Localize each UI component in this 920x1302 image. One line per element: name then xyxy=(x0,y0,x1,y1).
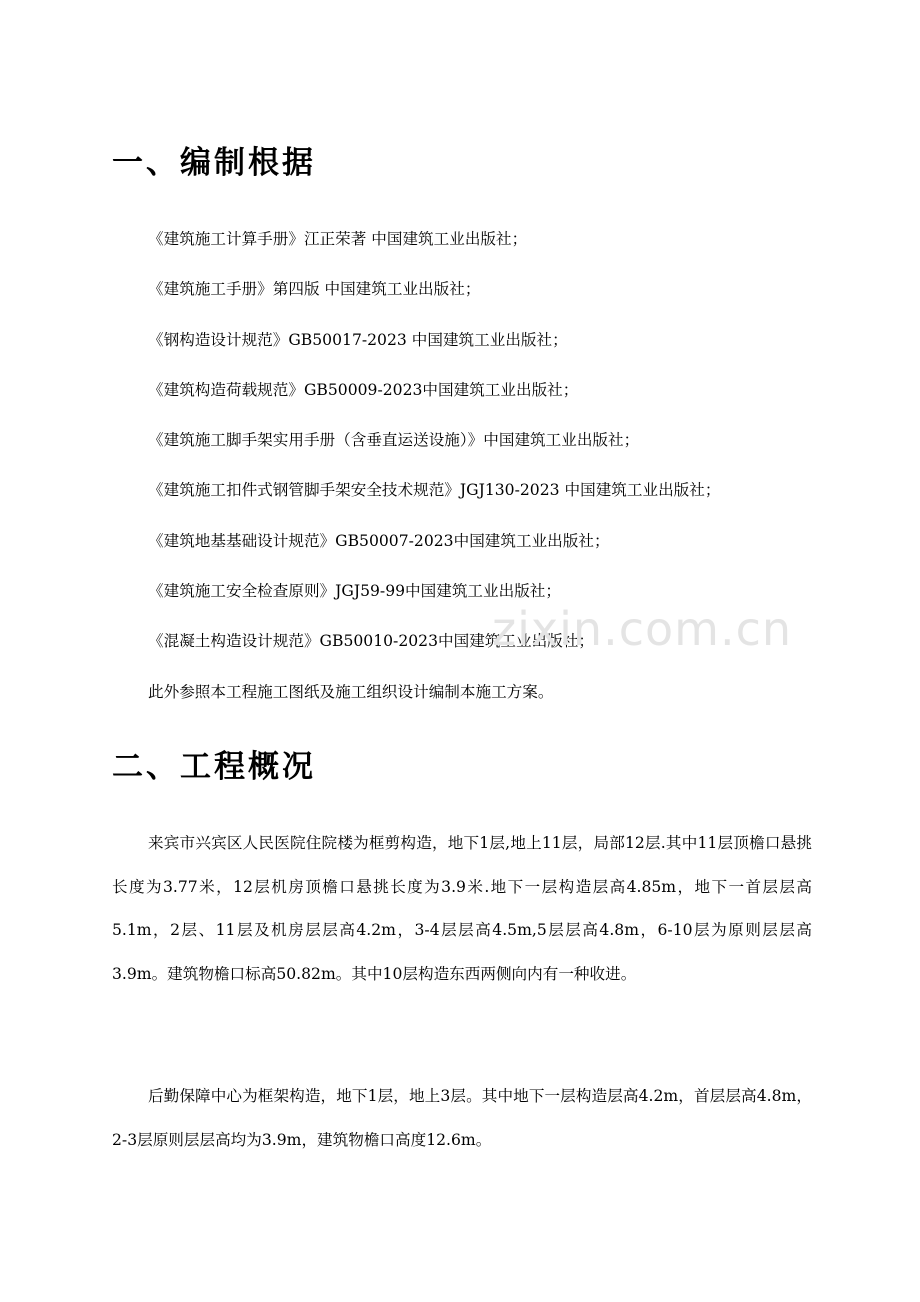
section-heading-overview: 二、工程概况 xyxy=(112,749,316,785)
reference-note: 此外参照本工程施工图纸及施工组织设计编制本施工方案。 xyxy=(148,682,554,701)
watermark: zixin.com.cn xyxy=(492,602,793,656)
overview-paragraph-logistics: 后勤保障中心为框架构造，地下1层，地上3层。其中地下一层构造层高4.2m，首层层高4.8m，2-3层原则层层高均为3.9m，建筑物檐口高度12.6m。 xyxy=(112,1087,812,1149)
reference-item: 《建筑施工安全检查原则》JGJ59-99中国建筑工业出版社； xyxy=(148,582,561,601)
reference-item: 《建筑施工计算手册》江正荣著 中国建筑工业出版社； xyxy=(148,230,528,248)
reference-item: 《混凝土构造设计规范》GB50010-2023中国建筑工业出版社； xyxy=(148,632,594,651)
overview-paragraph-hospital: 来宾市兴宾区人民医院住院楼为框剪构造，地下1层,地上11层，局部12层.其中11层顶檐口悬挑长度为3.77米，12层机房顶檐口悬挑长度为3.9米.地下一层构造层高4.85m，地下一首层层高5.1m，2层、11层及机房层层高4.2m，3-4层层高4.5m,5层层高4.8m，6-10层为原则层层高3.9m。建筑物檐口标高50.82m。其中10层构造东西两侧向内有一种收进。 xyxy=(112,834,812,983)
reference-item: 《建筑构造荷载规范》GB50009-2023中国建筑工业出版社； xyxy=(148,380,579,399)
reference-item: 《钢构造设计规范》GB50017-2023 中国建筑工业出版社； xyxy=(148,330,568,349)
reference-item: 《建筑施工扣件式钢管脚手架安全技术规范》JGJ130-2023 中国建筑工业出版社； xyxy=(148,481,721,500)
reference-list xyxy=(148,224,720,727)
section-heading-basis: 一、编制根据 xyxy=(112,145,316,181)
reference-item: 《建筑施工脚手架实用手册（含垂直运送设施）》中国建筑工业出版社； xyxy=(148,431,640,450)
reference-item: 《建筑施工手册》第四版 中国建筑工业出版社； xyxy=(148,280,481,299)
reference-item: 《建筑地基基础设计规范》GB50007-2023中国建筑工业出版社； xyxy=(148,531,610,550)
